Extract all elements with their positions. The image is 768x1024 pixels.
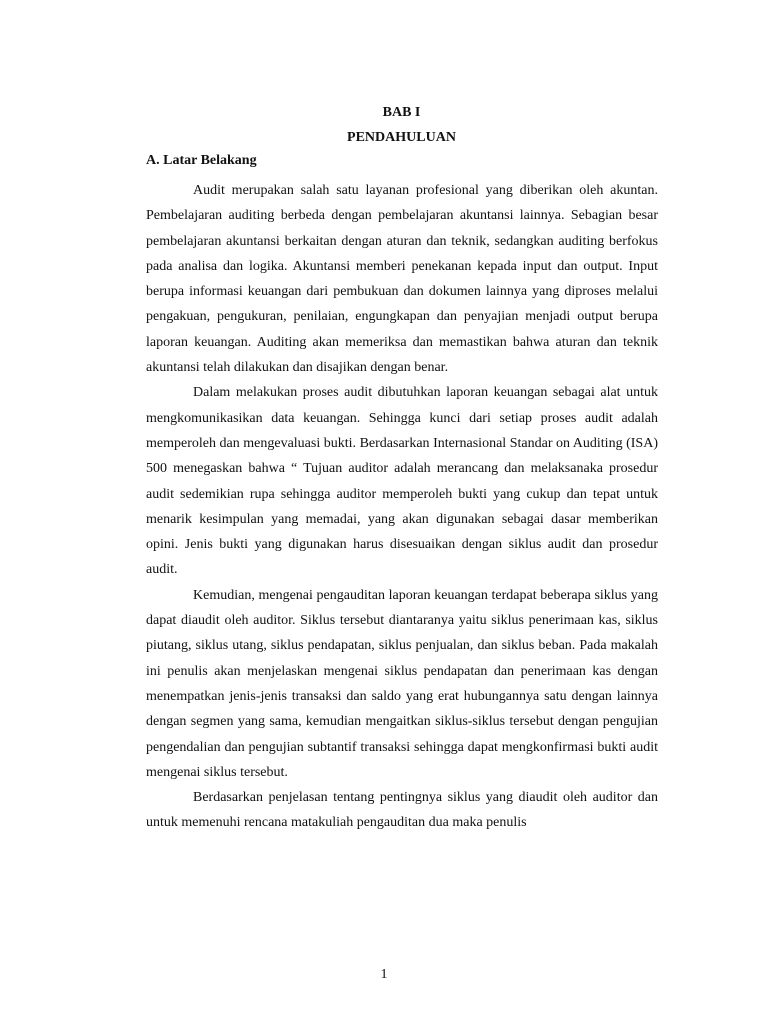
page-number: 1 [380, 967, 388, 982]
paragraph: Kemudian, mengenai pengauditan laporan keuangan terdapat beberapa siklus yang dapat diaudit oleh auditor. Siklus tersebut diantaranya yaitu siklus penerimaan kas, siklus piutang, siklus utang, siklus pendapatan, siklus penjualan, dan siklus beban. Pada makalah ini penulis akan menjelaskan mengenai siklus pendapatan dan penerimaan kas dengan menempatkan jenis-jenis transaksi dan saldo yang erat hubungannya satu dengan lainnya dengan segmen yang sama, kemudian mengaitkan siklus-siklus tersebut dengan pengujian pengendalian dan pengujian subtantif transaksi sehingga dapat mengkonfirmasi bukti audit mengenai siklus tersebut. [146, 587, 658, 780]
paragraph: Berdasarkan penjelasan tentang pentingnya siklus yang diaudit oleh auditor dan untuk memenuhi rencana matakuliah pengauditan dua maka penulis [146, 790, 658, 831]
chapter-label: BAB I [382, 105, 421, 120]
body-text [146, 178, 658, 836]
section-heading: A. Latar Belakang [146, 153, 257, 168]
chapter-title: PENDAHULUAN [347, 130, 456, 145]
paragraph: Audit merupakan salah satu layanan profesional yang diberikan oleh akuntan. Pembelajaran auditing berbeda dengan pembelajaran akuntansi lainnya. Sebagian besar pembelajaran akuntansi berkaitan dengan aturan dan teknik, sedangkan auditing berfokus pada analisa dan logika. Akuntansi memberi penekanan kepada input dan output. Input berupa informasi keuangan dari pembukuan dan dokumen lainnya yang diproses melalui pengakuan, pengukuran, penilaian, engungkapan dan penyajian menjadi output berupa laporan keuangan. Auditing akan memeriksa dan memastikan bahwa aturan dan teknik akuntansi telah dilakukan dan disajikan dengan benar. [146, 183, 658, 376]
paragraph: Dalam melakukan proses audit dibutuhkan laporan keuangan sebagai alat untuk mengkomunikasikan data keuangan. Sehingga kunci dari setiap proses audit adalah memperoleh dan mengevaluasi bukti. Berdasarkan Internasional Standar on Auditing (ISA) 500 menegaskan bahwa “ Tujuan auditor adalah merancang dan melaksanaka prosedur audit sedemikian rupa sehingga auditor memperoleh bukti yang cukup dan tepat untuk menarik kesimpulan yang memadai, yang akan digunakan sebagai dasar memberikan opini. Jenis bukti yang digunakan harus disesuaikan dengan siklus audit dan prosedur audit. [146, 385, 658, 578]
